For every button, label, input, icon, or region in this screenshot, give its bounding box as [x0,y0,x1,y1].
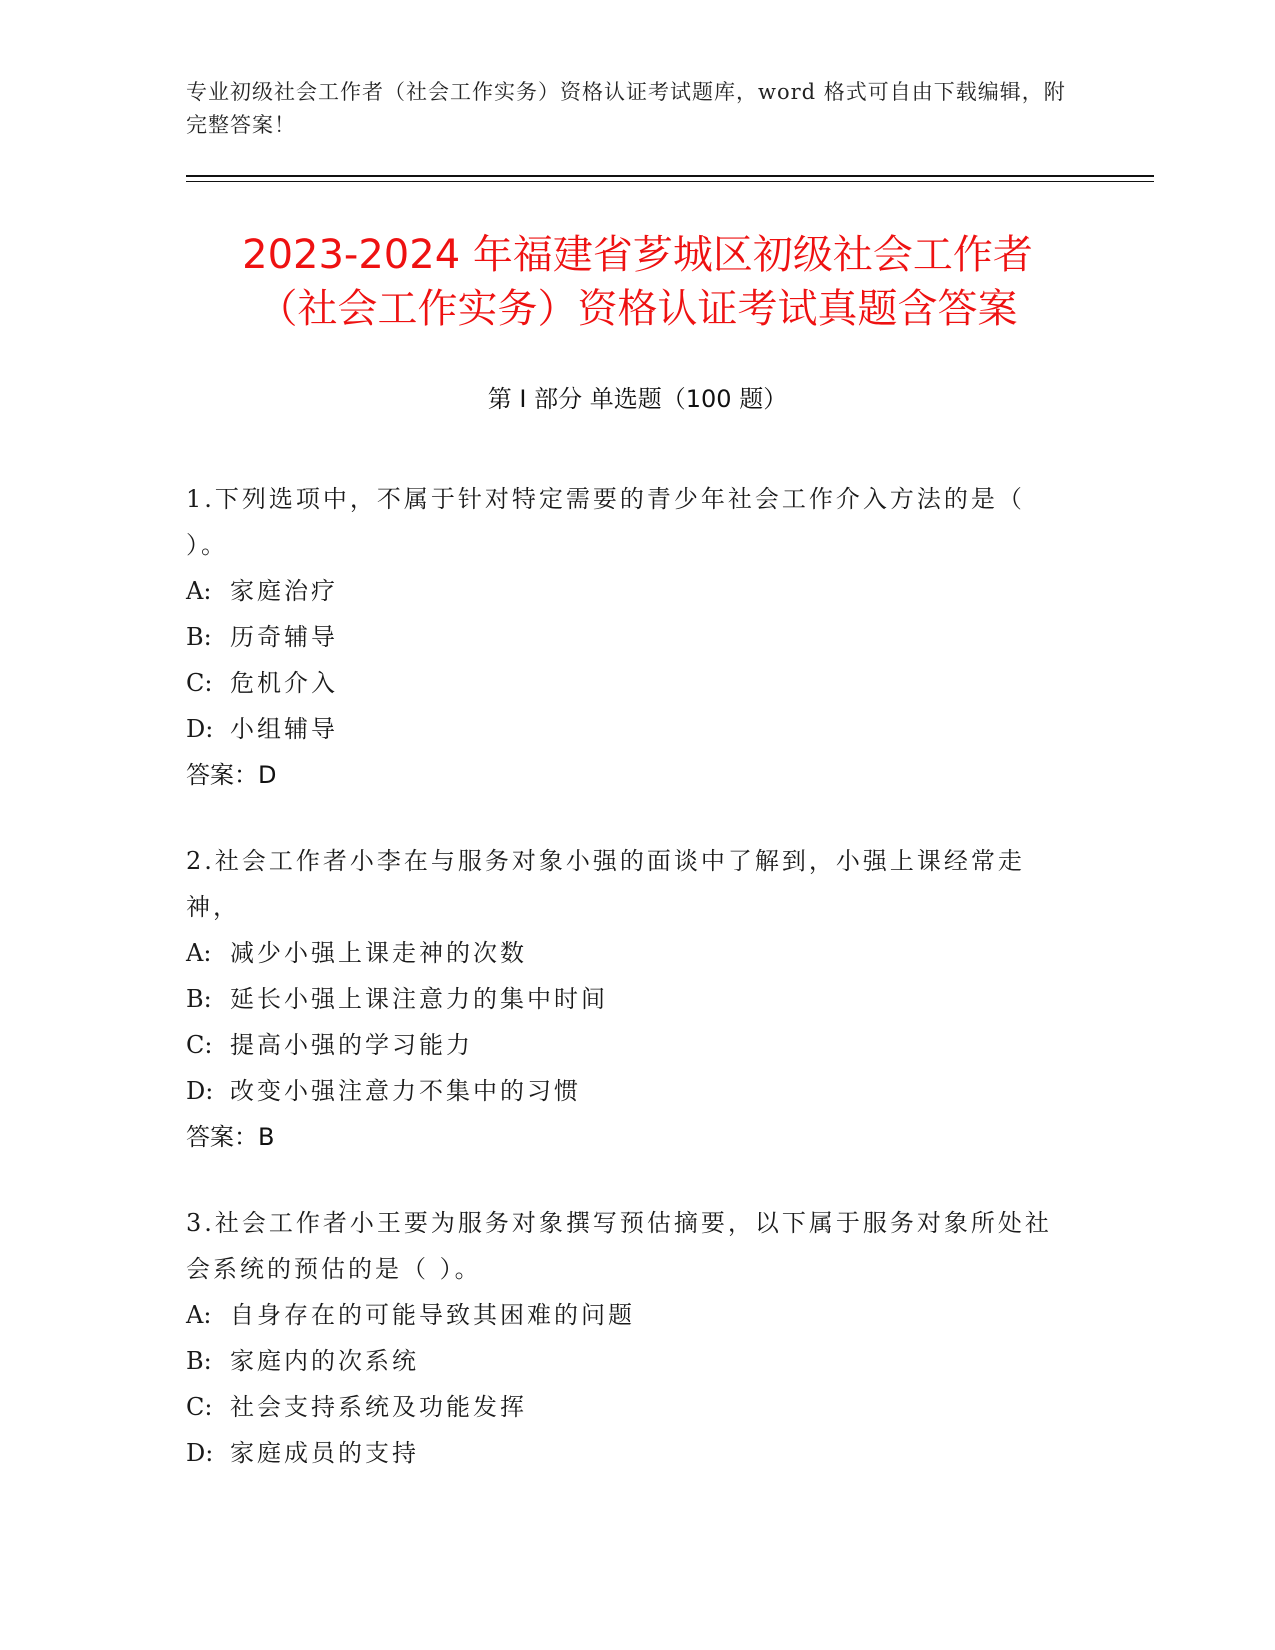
question-stem: 2.社会工作者小李在与服务对象小强的面谈中了解到，小强上课经常走神， [186,847,1025,921]
header-rule-thin [186,181,1154,182]
option-d [186,1068,1066,1114]
option-text: 家庭成员的支持 [230,1439,419,1467]
option-a [186,568,1066,614]
option-text: 历奇辅导 [230,623,338,651]
option-c [186,1022,1066,1068]
option-letter: A: [186,577,212,605]
option-text: 家庭内的次系统 [230,1347,419,1375]
question-1 [186,476,1066,798]
question-2 [186,838,1066,1160]
option-text: 改变小强注意力不集中的习惯 [230,1077,581,1105]
option-a [186,1292,1066,1338]
main-title-line-1: 2023-2024 年福建省芗城区初级社会工作者 [242,232,1033,278]
header-rule-thick [186,175,1154,177]
question-stem: 3.社会工作者小王要为服务对象撰写预估摘要，以下属于服务对象所处社会系统的预估的是（ ）。 [186,1209,1052,1283]
section-title: 第 I 部分 单选题（100 题） [487,385,788,413]
option-text: 社会支持系统及功能发挥 [230,1393,527,1421]
option-letter: C: [186,669,213,697]
option-c [186,1384,1066,1430]
option-text: 家庭治疗 [230,577,338,605]
option-c [186,660,1066,706]
option-letter: B: [186,623,212,651]
option-letter: D: [186,1077,214,1105]
option-letter: D: [186,715,214,743]
option-letter: B: [186,1347,212,1375]
main-title-line-2: （社会工作实务）资格认证考试真题含答案 [257,286,1018,332]
option-letter: A: [186,939,212,967]
question-list [186,476,1066,1516]
header-note: 专业初级社会工作者（社会工作实务）资格认证考试题库，word 格式可自由下载编辑，附完整答案！ [186,80,1066,137]
option-b [186,976,1066,1022]
option-letter: C: [186,1393,213,1421]
option-letter: C: [186,1031,213,1059]
option-letter: B: [186,985,212,1013]
question-stem: 1.下列选项中，不属于针对特定需要的青少年社会工作介入方法的是（ ）。 [186,485,1025,559]
option-b [186,614,1066,660]
option-text: 提高小强的学习能力 [230,1031,473,1059]
option-text: 减少小强上课走神的次数 [230,939,527,967]
option-letter: D: [186,1439,214,1467]
option-a [186,930,1066,976]
option-letter: A: [186,1301,212,1329]
option-text: 小组辅导 [230,715,338,743]
option-text: 延长小强上课注意力的集中时间 [230,985,608,1013]
option-text: 自身存在的可能导致其困难的问题 [230,1301,635,1329]
option-d [186,1430,1066,1476]
answer-line: 答案：B [186,1123,275,1151]
question-3 [186,1200,1066,1476]
answer-line: 答案：D [186,761,277,789]
option-b [186,1338,1066,1384]
option-text: 危机介入 [230,669,338,697]
option-d [186,706,1066,752]
main-title [150,228,1125,336]
